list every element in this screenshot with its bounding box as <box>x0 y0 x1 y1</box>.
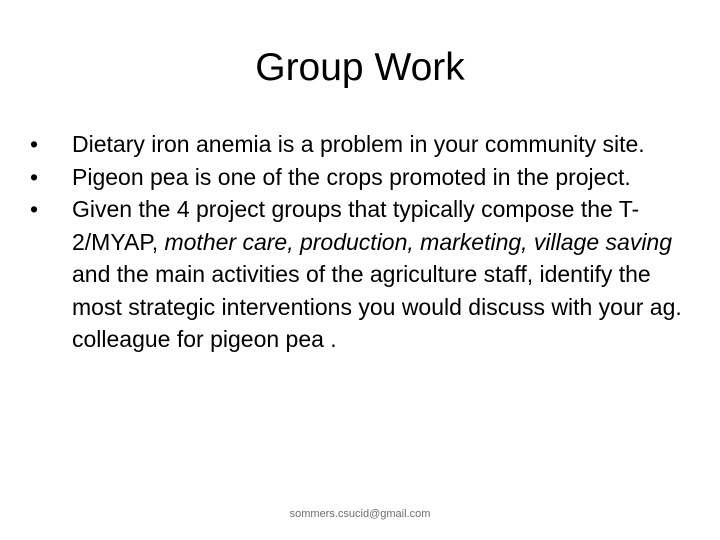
bullet-text: Pigeon pea is one of the crops promoted in the project. <box>72 163 631 190</box>
bullet-text-italic: mother care, production, marketing, village saving <box>164 228 673 255</box>
bullet-marker: • <box>30 196 39 222</box>
bullet-marker: • <box>30 163 39 190</box>
slide-title: Group Work <box>255 46 465 89</box>
bullet-list <box>30 128 700 356</box>
footer-email: sommers.csucid@gmail.com <box>289 508 431 520</box>
bullet-text-part: and the main activities of the agriculture staff, identify the most strategic interventions you would discuss with your ag. colleague for pigeon pea . <box>72 261 682 352</box>
bullet-item <box>30 193 700 356</box>
bullet-item <box>30 161 700 194</box>
bullet-item <box>30 128 700 161</box>
bullet-text: Dietary iron anemia is a problem in your community site. <box>72 131 645 157</box>
bullet-text-part: Given the 4 project groups that typically compose the T-2/MYAP, <box>72 196 640 255</box>
bullet-marker: • <box>30 131 39 157</box>
